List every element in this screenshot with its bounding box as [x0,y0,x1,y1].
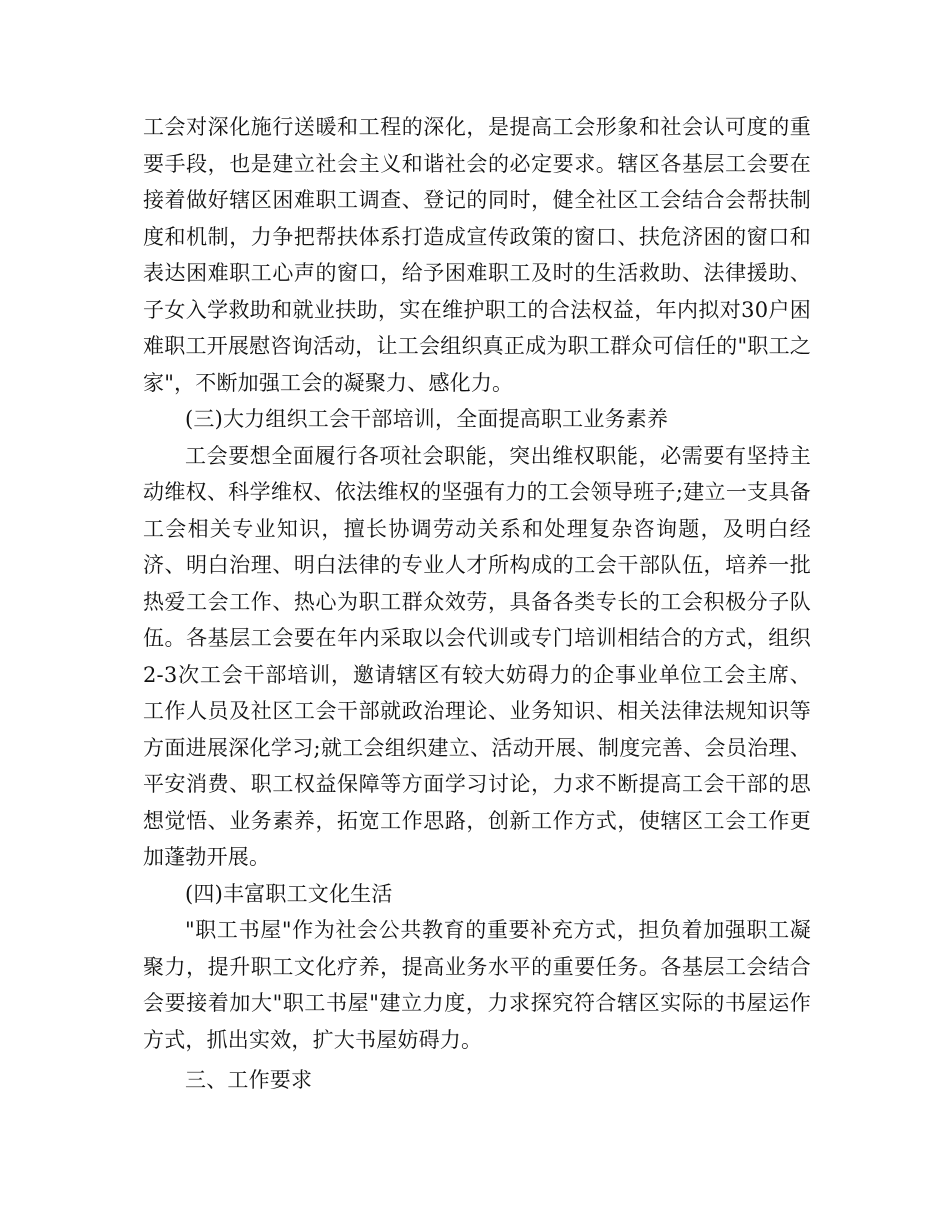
paragraph-workers-library: "职工书屋"作为社会公共教育的重要补充方式，担负着加强职工凝聚力，提升职工文化疗养，提高业务水平的重要任务。各基层工会结合会要接着加大"职工书屋"建立力度，力求探究符合辖区实际的书屋运作方式，抓出实效，扩大书屋妨碍力。 [143,918,811,1052]
paragraph-cadre-training: 工会要想全面履行各项社会职能，突出维权职能，必需要有坚持主动维权、科学维权、依法维权的坚强有力的工会领导班子;建立一支具备工会相关专业知识，擅长协调劳动关系和处理复杂咨询题，及明白经济、明白治理、明白法律的专业人才所构成的工会干部队伍，培养一批热爱工会工作、热心为职工群众效劳，具备各类专长的工会积极分子队伍。各基层工会要在年内采取以会代训或专门培训相结合的方式，组织2-3次工会干部培训，邀请辖区有较大妨碍力的企事业单位工会主席、工作人员及社区工会干部就政治理论、业务知识、相关法律法规知识等方面进展深化学习;就工会组织建立、活动开展、制度完善、会员治理、平安消费、职工权益保障等方面学习讨论，力求不断提高工会干部的思想觉悟、业务素养，拓宽工作思路，创新工作方式，使辖区工会工作更加蓬勃开展。 [143,443,811,869]
document-page [143,109,811,1099]
heading-cadre-training: (三)大力组织工会干部培训，全面提高职工业务素养 [185,407,669,431]
paragraph-warmth-project: 工会对深化施行送暖和工程的深化，是提高工会形象和社会认可度的重要手段，也是建立社会主义和谐社会的必定要求。辖区各基层工会要在接着做好辖区困难职工调查、登记的同时，健全社区工会结合会帮扶制度和机制，力争把帮扶体系打造成宣传政策的窗口、扶危济困的窗口和表达困难职工心声的窗口，给予困难职工及时的生活救助、法律援助、子女入学救助和就业扶助，实在维护职工的合法权益，年内拟对30户困难职工开展慰咨询活动，让工会组织真正成为职工群众可信任的"职工之家"，不断加强工会的凝聚力、感化力。 [143,115,811,395]
heading-culture-life: (四)丰富职工文化生活 [185,881,393,906]
heading-work-requirements: 三、工作要求 [185,1068,313,1092]
